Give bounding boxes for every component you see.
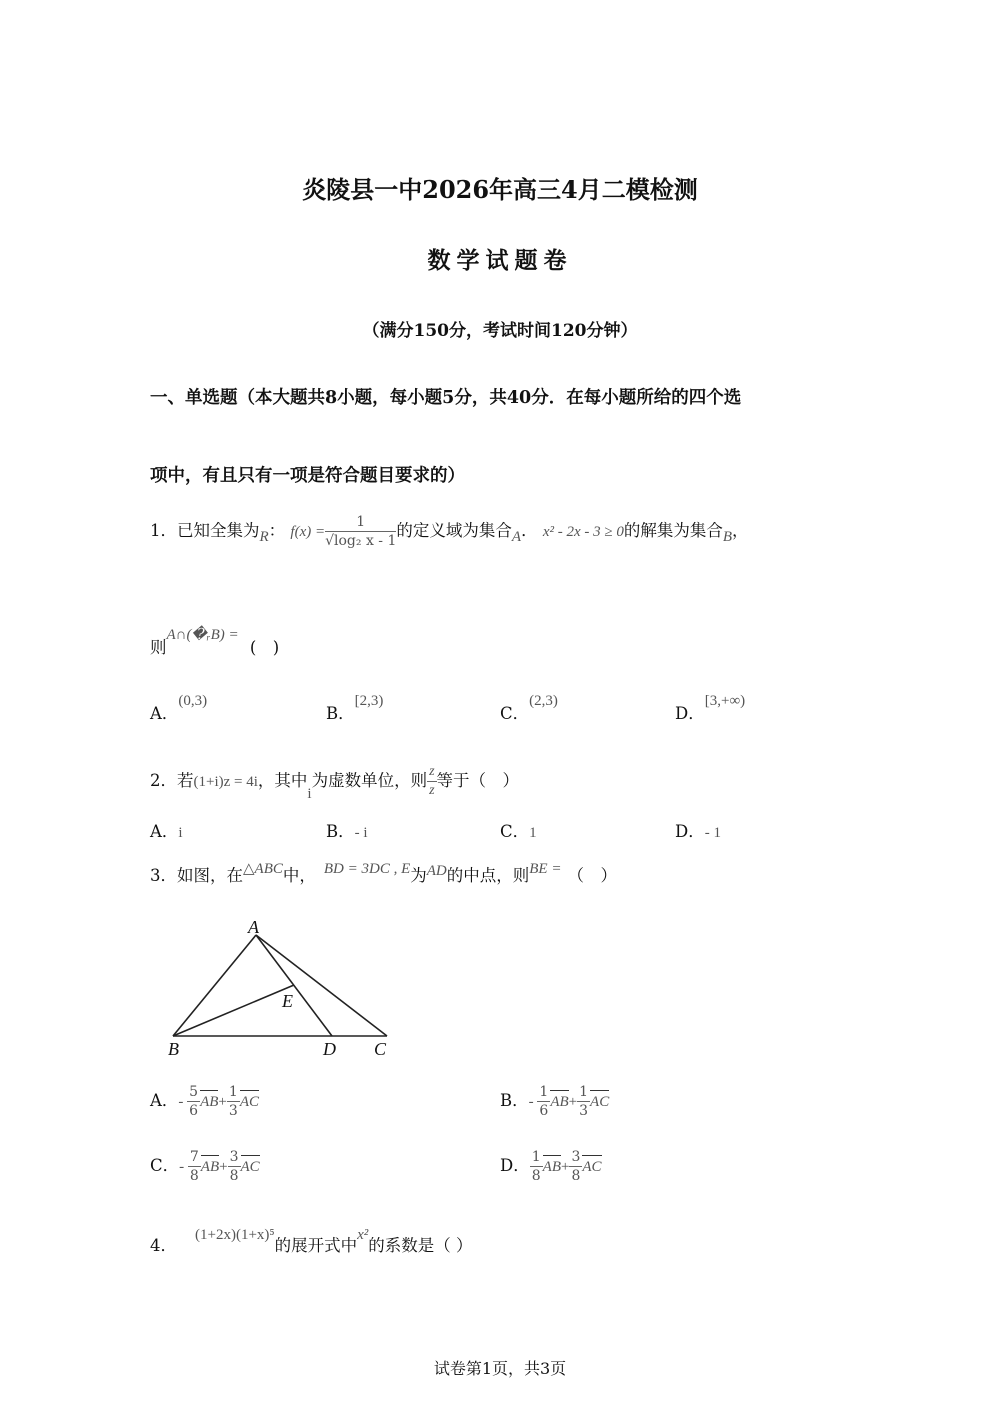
answer-blank: ( ): [249, 638, 280, 657]
option-d: D． $\frac{1}{8}$ AB+ $\frac{3}{8}$ AC: [500, 1149, 602, 1184]
question-number: 1．: [150, 521, 177, 540]
question-1-line2: 则A∩(�ᵣB) = ( ): [150, 627, 280, 657]
fraction: $\frac{z}{z}$: [429, 764, 435, 798]
label-e: E: [282, 991, 293, 1011]
question-2: 2．若(1+i)z = 4i，其中i为虚数单位，则 $\frac{z}{z}$ 等于（ ）: [150, 764, 520, 802]
label-b: B: [168, 1039, 179, 1059]
question-1: 1．已知全集为R： f(x) = $\frac{1}{\text{√log₂ x - 1}}$ 的定义域为集合A． x² - 2x - 3 ≥ 0的解集为集合B，: [150, 514, 749, 549]
option-d: D．[3,+∞): [675, 693, 746, 723]
question-number: 4．: [150, 1236, 177, 1255]
segment-be: [173, 985, 294, 1036]
option-b: B．- i: [326, 822, 368, 841]
option-b: B．- $\frac{1}{6}$ AB+ $\frac{1}{3}$ AC: [500, 1084, 610, 1119]
label-a: A: [248, 917, 259, 937]
option-d: D．- 1: [675, 822, 721, 841]
option-a: A．- $\frac{5}{6}$ AB+ $\frac{1}{3}$ AC: [150, 1084, 259, 1119]
set-expression: A∩(�ᵣB) =: [166, 627, 239, 643]
fraction: $\frac{1}{\text{√log₂ x - 1}}$: [325, 514, 397, 549]
option-a: A．(0,3): [150, 693, 208, 723]
option-c: C．(2,3): [500, 693, 558, 723]
question-number: 2．: [150, 771, 177, 790]
function-f: f(x) =: [290, 524, 326, 540]
exam-note: （满分150分，考试时间120分钟）: [362, 321, 638, 341]
section-heading-line2: 项中，有且只有一项是符合题目要求的）: [150, 466, 465, 486]
binomial-expression: (1+2x)(1+x)⁵: [195, 1227, 275, 1243]
page-footer: 试卷第1页，共3页: [433, 1359, 567, 1378]
exam-subject: 数学试题卷: [427, 247, 573, 274]
triangle-figure: [160, 915, 400, 1060]
exam-title: 炎陵县一中2026年高三4月二模检测: [302, 175, 698, 204]
label-d: D: [323, 1039, 336, 1059]
option-c: C．- $\frac{7}{8}$ AB+ $\frac{3}{8}$ AC: [150, 1149, 260, 1184]
question-3: 3．如图，在△ABC中， BD = 3DC , E为AD的中点，则BE = （ ）: [150, 861, 617, 885]
question-number: 3．: [150, 866, 177, 885]
option-c: C．1: [500, 822, 537, 841]
question-4: 4．(1+2x)(1+x)⁵的展开式中x²的系数是（ ）: [150, 1227, 473, 1255]
equation: (1+i)z = 4i: [193, 774, 258, 790]
option-a: A．i: [150, 822, 183, 841]
segment-ab: [173, 935, 256, 1036]
section-heading-line1: 一、单选题（本大题共8小题，每小题5分，共40分．在每小题所给的四个选: [150, 388, 742, 408]
inequality: x² - 2x - 3 ≥ 0: [542, 524, 624, 540]
option-b: B．[2,3): [326, 693, 384, 723]
label-c: C: [374, 1039, 387, 1059]
